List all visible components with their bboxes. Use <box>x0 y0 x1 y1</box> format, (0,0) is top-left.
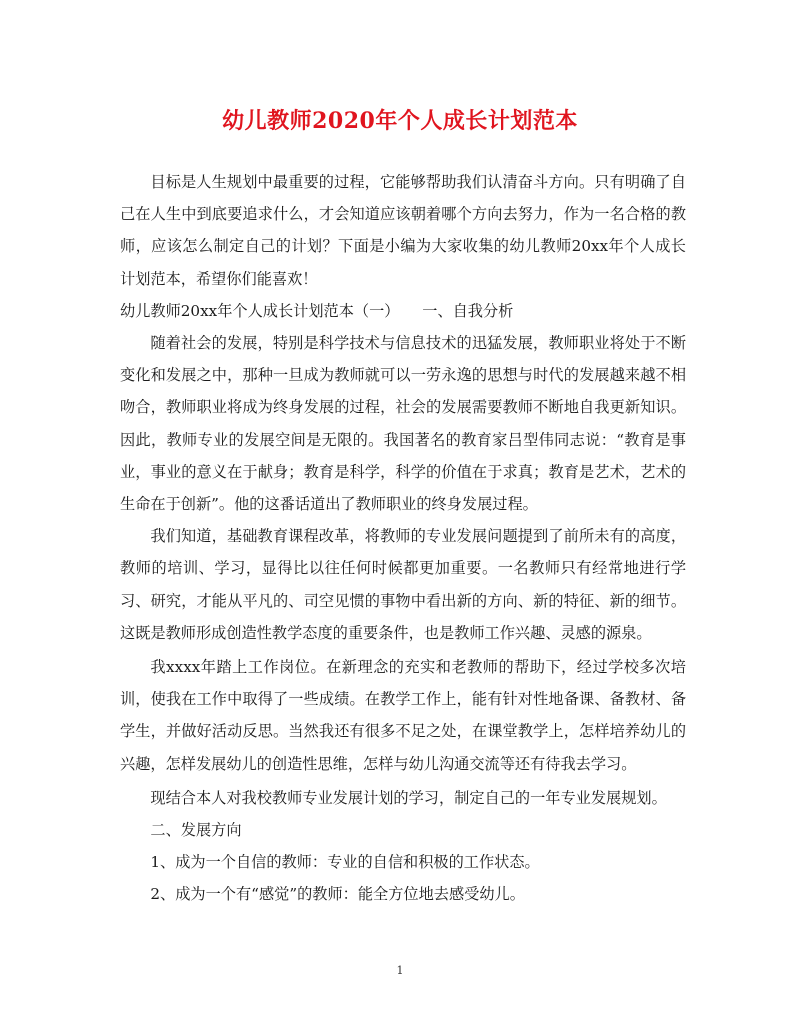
body-paragraph: 随着社会的发展，特别是科学技术与信息技术的迅猛发展，教师职业将处于不断变化和发展之中，那种一旦成为教师就可以一劳永逸的思想与时代的发展越来越不相吻合，教师职业将成为终身发展的过程，社会的发展需要教师不断地自我更新知识。因此，教师专业的发展空间是无限的。我国著名的教育家吕型伟同志说：“教育是事业，事业的意义在于献身；教育是科学，科学的价值在于求真；教育是艺术，艺术的生命在于创新”。他的这番话道出了教师职业的终身发展过程。 <box>120 334 686 514</box>
section-heading: 幼儿教师20xx年个人成长计划范本（一） 一、自我分析 <box>120 301 514 320</box>
section-heading: 二、发展方向 <box>150 821 242 840</box>
document-body <box>120 166 686 911</box>
page-title: 幼儿教师2020年个人成长计划范本 <box>222 108 578 134</box>
intro-paragraph: 目标是人生规划中最重要的过程，它能够帮助我们认清奋斗方向。只有明确了自己在人生中到底要追求什么，才会知道应该朝着哪个方向去努力，作为一名合格的教师，应该怎么制定自己的计划？下面是小编为大家收集的幼儿教师20xx年个人成长计划范本，希望你们能喜欢！ <box>120 173 686 288</box>
list-item: 1、成为一个自信的教师：专业的自信和积极的工作状态。 <box>150 853 540 872</box>
body-paragraph: 现结合本人对我校教师专业发展计划的学习，制定自己的一年专业发展规划。 <box>150 788 667 807</box>
body-paragraph: 我们知道，基础教育课程改革，将教师的专业发展问题提到了前所未有的高度，教师的培训、学习，显得比以往任何时候都更加重要。一名教师只有经常地进行学习、研究，才能从平凡的、司空见惯的事物中看出新的方向、新的特征、新的细节。这既是教师形成创造性教学态度的重要条件，也是教师工作兴趣、灵感的源泉。 <box>120 527 686 642</box>
body-paragraph: 我xxxx年踏上工作岗位。在新理念的充实和老教师的帮助下，经过学校多次培训，使我在工作中取得了一些成绩。在教学工作上，能有针对性地备课、备教材、备学生，并做好活动反思。当然我还有很多不足之处，在课堂教学上，怎样培养幼儿的兴趣，怎样发展幼儿的创造性思维，怎样与幼儿沟通交流等还有待我去学习。 <box>120 658 686 773</box>
page-number: 1 <box>396 964 404 977</box>
list-item: 2、成为一个有“感觉”的教师：能全方位地去感受幼儿。 <box>150 885 525 904</box>
